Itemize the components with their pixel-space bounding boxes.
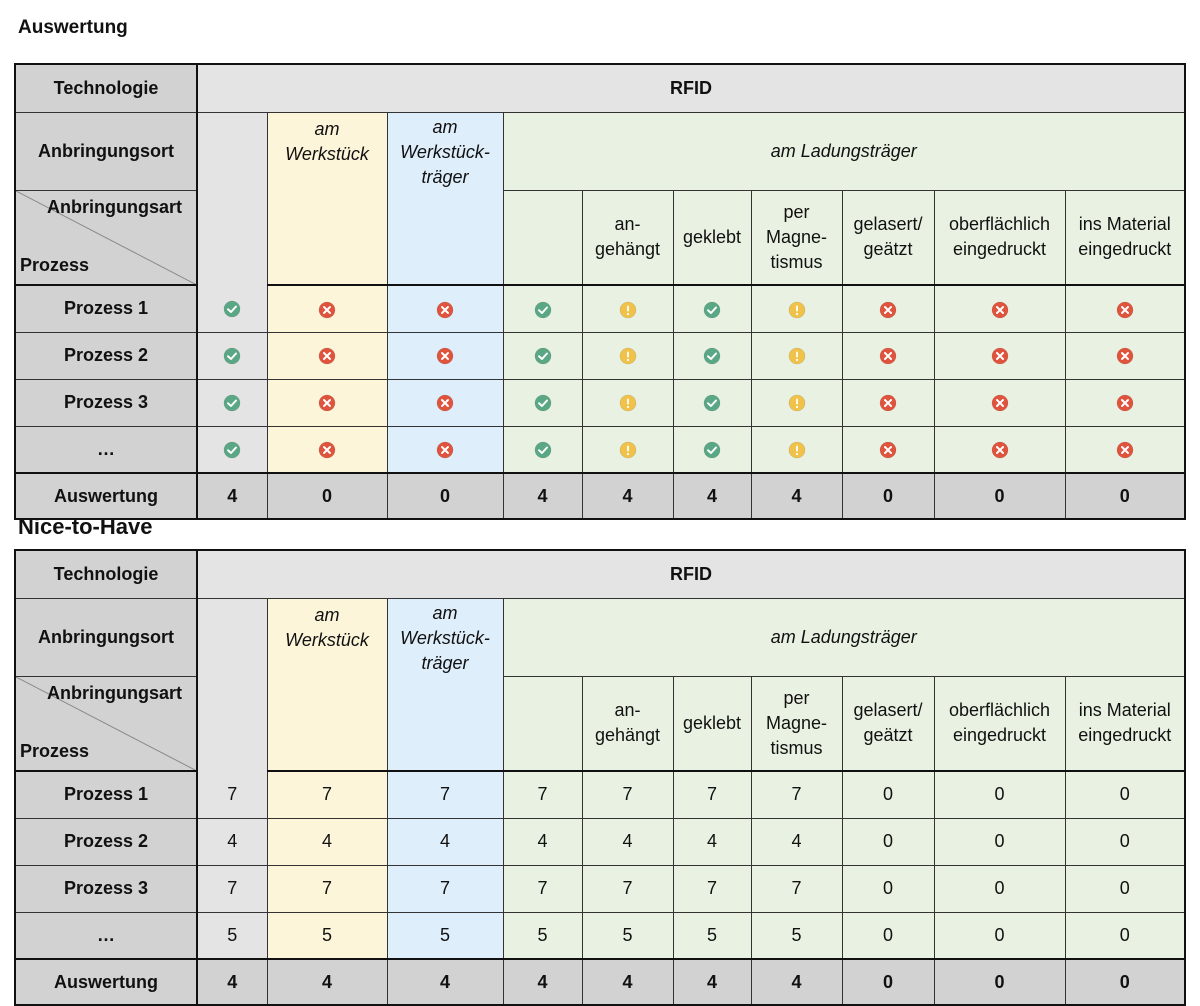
summary-cell: 0	[267, 473, 387, 519]
table-cell	[842, 332, 934, 379]
table-cell: 0	[1065, 818, 1185, 865]
check-icon	[703, 394, 721, 412]
row-label: Prozess 3	[15, 379, 197, 426]
cross-icon	[879, 441, 897, 459]
method-header-5: ins Material eingedruckt	[1065, 676, 1185, 771]
cross-icon	[318, 441, 336, 459]
cross-icon	[991, 394, 1009, 412]
table-cell	[934, 426, 1065, 473]
table-cell: 7	[751, 771, 842, 818]
row-label: Prozess 1	[15, 285, 197, 332]
table-cell	[267, 426, 387, 473]
table-cell	[197, 379, 267, 426]
warning-icon	[619, 301, 637, 319]
header-anbringungsart: Anbringungsart	[47, 682, 182, 703]
cross-icon	[1116, 441, 1134, 459]
table-cell	[197, 426, 267, 473]
table-cell: 5	[197, 912, 267, 959]
location-traeger-lower	[387, 190, 503, 285]
row-label: …	[15, 912, 197, 959]
table-cell: 0	[1065, 912, 1185, 959]
summary-row	[15, 959, 1185, 1005]
location-werkstuecktraeger: am Werkstück- träger	[387, 112, 503, 190]
summary-cell: 4	[197, 473, 267, 519]
cross-icon	[879, 301, 897, 319]
check-icon	[223, 347, 241, 365]
table-cell: 7	[673, 771, 751, 818]
table-cell	[1065, 379, 1185, 426]
location-werkstueck: am Werkstück	[267, 112, 387, 190]
warning-icon	[788, 347, 806, 365]
table-cell: 5	[503, 912, 582, 959]
table-cell: 0	[842, 865, 934, 912]
table-cell	[842, 426, 934, 473]
cross-icon	[318, 394, 336, 412]
table-cell: 7	[582, 865, 673, 912]
summary-cell: 0	[934, 959, 1065, 1005]
check-icon	[703, 301, 721, 319]
check-icon	[223, 300, 241, 318]
table-cell	[197, 285, 267, 332]
technology-header: RFID	[197, 64, 1185, 112]
row-label: Prozess 3	[15, 865, 197, 912]
table-row	[15, 426, 1185, 473]
check-icon	[534, 441, 552, 459]
empty-rfid-column-header	[197, 598, 267, 771]
cross-icon	[436, 441, 454, 459]
empty-ladung-column-header	[503, 676, 582, 771]
warning-icon	[619, 347, 637, 365]
table-cell	[934, 285, 1065, 332]
cross-icon	[318, 301, 336, 319]
table-cell	[673, 379, 751, 426]
summary-row	[15, 473, 1185, 519]
location-ladungstraeger: am Ladungsträger	[503, 112, 1185, 190]
table-cell	[1065, 332, 1185, 379]
cross-icon	[991, 441, 1009, 459]
warning-icon	[788, 301, 806, 319]
empty-rfid-column-header	[197, 112, 267, 285]
table-cell: 4	[503, 818, 582, 865]
cross-icon	[991, 347, 1009, 365]
table-cell	[582, 379, 673, 426]
summary-cell: 4	[503, 473, 582, 519]
header-anbringungsort: Anbringungsort	[15, 112, 197, 190]
table-cell: 7	[751, 865, 842, 912]
location-werkstueck: am Werkstück	[267, 598, 387, 676]
row-label: …	[15, 426, 197, 473]
table-cell	[503, 332, 582, 379]
table-cell: 4	[673, 818, 751, 865]
cross-icon	[1116, 347, 1134, 365]
evaluation-table	[14, 63, 1186, 520]
cross-icon	[1116, 394, 1134, 412]
table-cell	[751, 332, 842, 379]
table-cell: 7	[503, 865, 582, 912]
table-cell: 7	[582, 771, 673, 818]
row-label: Prozess 2	[15, 818, 197, 865]
cross-icon	[436, 394, 454, 412]
check-icon	[703, 347, 721, 365]
header-diagonal-cell	[15, 676, 197, 771]
table-cell: 4	[197, 818, 267, 865]
summary-cell: 0	[934, 473, 1065, 519]
method-header-4: oberflächlich eingedruckt	[934, 676, 1065, 771]
location-werkstueck-lower	[267, 190, 387, 285]
method-header-4: oberflächlich eingedruckt	[934, 190, 1065, 285]
table-cell: 0	[934, 912, 1065, 959]
table-cell: 0	[1065, 865, 1185, 912]
section-title-auswertung: Auswertung	[18, 17, 128, 38]
location-werkstueck-lower	[267, 676, 387, 771]
method-header-3: gelasert/ geätzt	[842, 676, 934, 771]
table-cell	[267, 285, 387, 332]
header-technologie: Technologie	[15, 64, 197, 112]
header-prozess: Prozess	[20, 741, 90, 761]
summary-cell: 4	[197, 959, 267, 1005]
check-icon	[703, 441, 721, 459]
summary-cell: 0	[842, 959, 934, 1005]
location-ladungstraeger: am Ladungsträger	[503, 598, 1185, 676]
summary-cell: 4	[582, 473, 673, 519]
warning-icon	[788, 441, 806, 459]
empty-ladung-column-header	[503, 190, 582, 285]
table-cell: 5	[267, 912, 387, 959]
summary-label: Auswertung	[15, 473, 197, 519]
table-cell	[197, 332, 267, 379]
table-row	[15, 285, 1185, 332]
table-cell: 4	[267, 818, 387, 865]
table-row	[15, 771, 1185, 818]
table-row	[15, 332, 1185, 379]
table-cell: 7	[197, 771, 267, 818]
table-cell	[582, 285, 673, 332]
table-cell: 7	[387, 865, 503, 912]
summary-cell: 4	[267, 959, 387, 1005]
table-cell	[387, 332, 503, 379]
nice-to-have-table	[14, 549, 1186, 1006]
table-cell	[267, 379, 387, 426]
table-cell	[751, 285, 842, 332]
cross-icon	[318, 347, 336, 365]
table-cell	[582, 332, 673, 379]
check-icon	[534, 301, 552, 319]
summary-cell: 0	[387, 473, 503, 519]
warning-icon	[619, 394, 637, 412]
cross-icon	[879, 394, 897, 412]
table-cell: 7	[197, 865, 267, 912]
table-cell: 0	[934, 771, 1065, 818]
table-row	[15, 818, 1185, 865]
table-cell: 0	[934, 865, 1065, 912]
table-cell: 7	[267, 865, 387, 912]
method-header-0: an- gehängt	[582, 676, 673, 771]
method-header-0: an- gehängt	[582, 190, 673, 285]
summary-cell: 4	[503, 959, 582, 1005]
table-cell: 0	[934, 818, 1065, 865]
table-row	[15, 865, 1185, 912]
summary-label: Auswertung	[15, 959, 197, 1005]
table-cell: 7	[267, 771, 387, 818]
check-icon	[534, 394, 552, 412]
summary-cell: 4	[673, 959, 751, 1005]
summary-cell: 0	[1065, 959, 1185, 1005]
table-cell: 7	[387, 771, 503, 818]
table-cell: 0	[1065, 771, 1185, 818]
warning-icon	[788, 394, 806, 412]
table-cell: 5	[751, 912, 842, 959]
table-cell	[1065, 285, 1185, 332]
summary-cell: 4	[751, 959, 842, 1005]
summary-cell: 0	[1065, 473, 1185, 519]
table-cell	[387, 426, 503, 473]
table-cell	[842, 379, 934, 426]
table-cell: 5	[387, 912, 503, 959]
table-cell: 5	[673, 912, 751, 959]
table-cell	[673, 332, 751, 379]
warning-icon	[619, 441, 637, 459]
check-icon	[534, 347, 552, 365]
table-cell	[934, 379, 1065, 426]
method-header-1: geklebt	[673, 190, 751, 285]
method-header-1: geklebt	[673, 676, 751, 771]
table-cell	[503, 426, 582, 473]
table-cell	[673, 285, 751, 332]
row-label: Prozess 2	[15, 332, 197, 379]
row-label: Prozess 1	[15, 771, 197, 818]
method-header-2: per Magne- tismus	[751, 190, 842, 285]
table-cell	[1065, 426, 1185, 473]
table-row	[15, 379, 1185, 426]
summary-cell: 4	[673, 473, 751, 519]
table-cell	[751, 426, 842, 473]
table-cell	[673, 426, 751, 473]
table-cell: 4	[582, 818, 673, 865]
table-cell	[503, 285, 582, 332]
table-cell: 0	[842, 818, 934, 865]
cross-icon	[436, 301, 454, 319]
summary-cell: 0	[842, 473, 934, 519]
table-cell	[387, 285, 503, 332]
table-cell: 7	[503, 771, 582, 818]
table-cell	[751, 379, 842, 426]
check-icon	[223, 441, 241, 459]
method-header-2: per Magne- tismus	[751, 676, 842, 771]
location-werkstuecktraeger: am Werkstück- träger	[387, 598, 503, 676]
table-cell: 0	[842, 771, 934, 818]
header-prozess: Prozess	[20, 255, 90, 275]
table-cell: 7	[673, 865, 751, 912]
cross-icon	[436, 347, 454, 365]
table-cell: 4	[387, 818, 503, 865]
summary-cell: 4	[582, 959, 673, 1005]
table-cell	[267, 332, 387, 379]
table-cell: 5	[582, 912, 673, 959]
cross-icon	[1116, 301, 1134, 319]
section-title-nice-to-have: Nice-to-Have	[18, 514, 153, 539]
summary-cell: 4	[387, 959, 503, 1005]
table-cell: 0	[842, 912, 934, 959]
table-cell	[934, 332, 1065, 379]
header-technologie: Technologie	[15, 550, 197, 598]
location-traeger-lower	[387, 676, 503, 771]
header-anbringungsart: Anbringungsart	[47, 196, 182, 217]
table-cell	[503, 379, 582, 426]
table-cell: 4	[751, 818, 842, 865]
table-row	[15, 912, 1185, 959]
header-anbringungsort: Anbringungsort	[15, 598, 197, 676]
table-cell	[842, 285, 934, 332]
method-header-3: gelasert/ geätzt	[842, 190, 934, 285]
table-cell	[387, 379, 503, 426]
table-cell	[582, 426, 673, 473]
cross-icon	[879, 347, 897, 365]
method-header-5: ins Material eingedruckt	[1065, 190, 1185, 285]
summary-cell: 4	[751, 473, 842, 519]
technology-header: RFID	[197, 550, 1185, 598]
cross-icon	[991, 301, 1009, 319]
check-icon	[223, 394, 241, 412]
header-diagonal-cell	[15, 190, 197, 285]
